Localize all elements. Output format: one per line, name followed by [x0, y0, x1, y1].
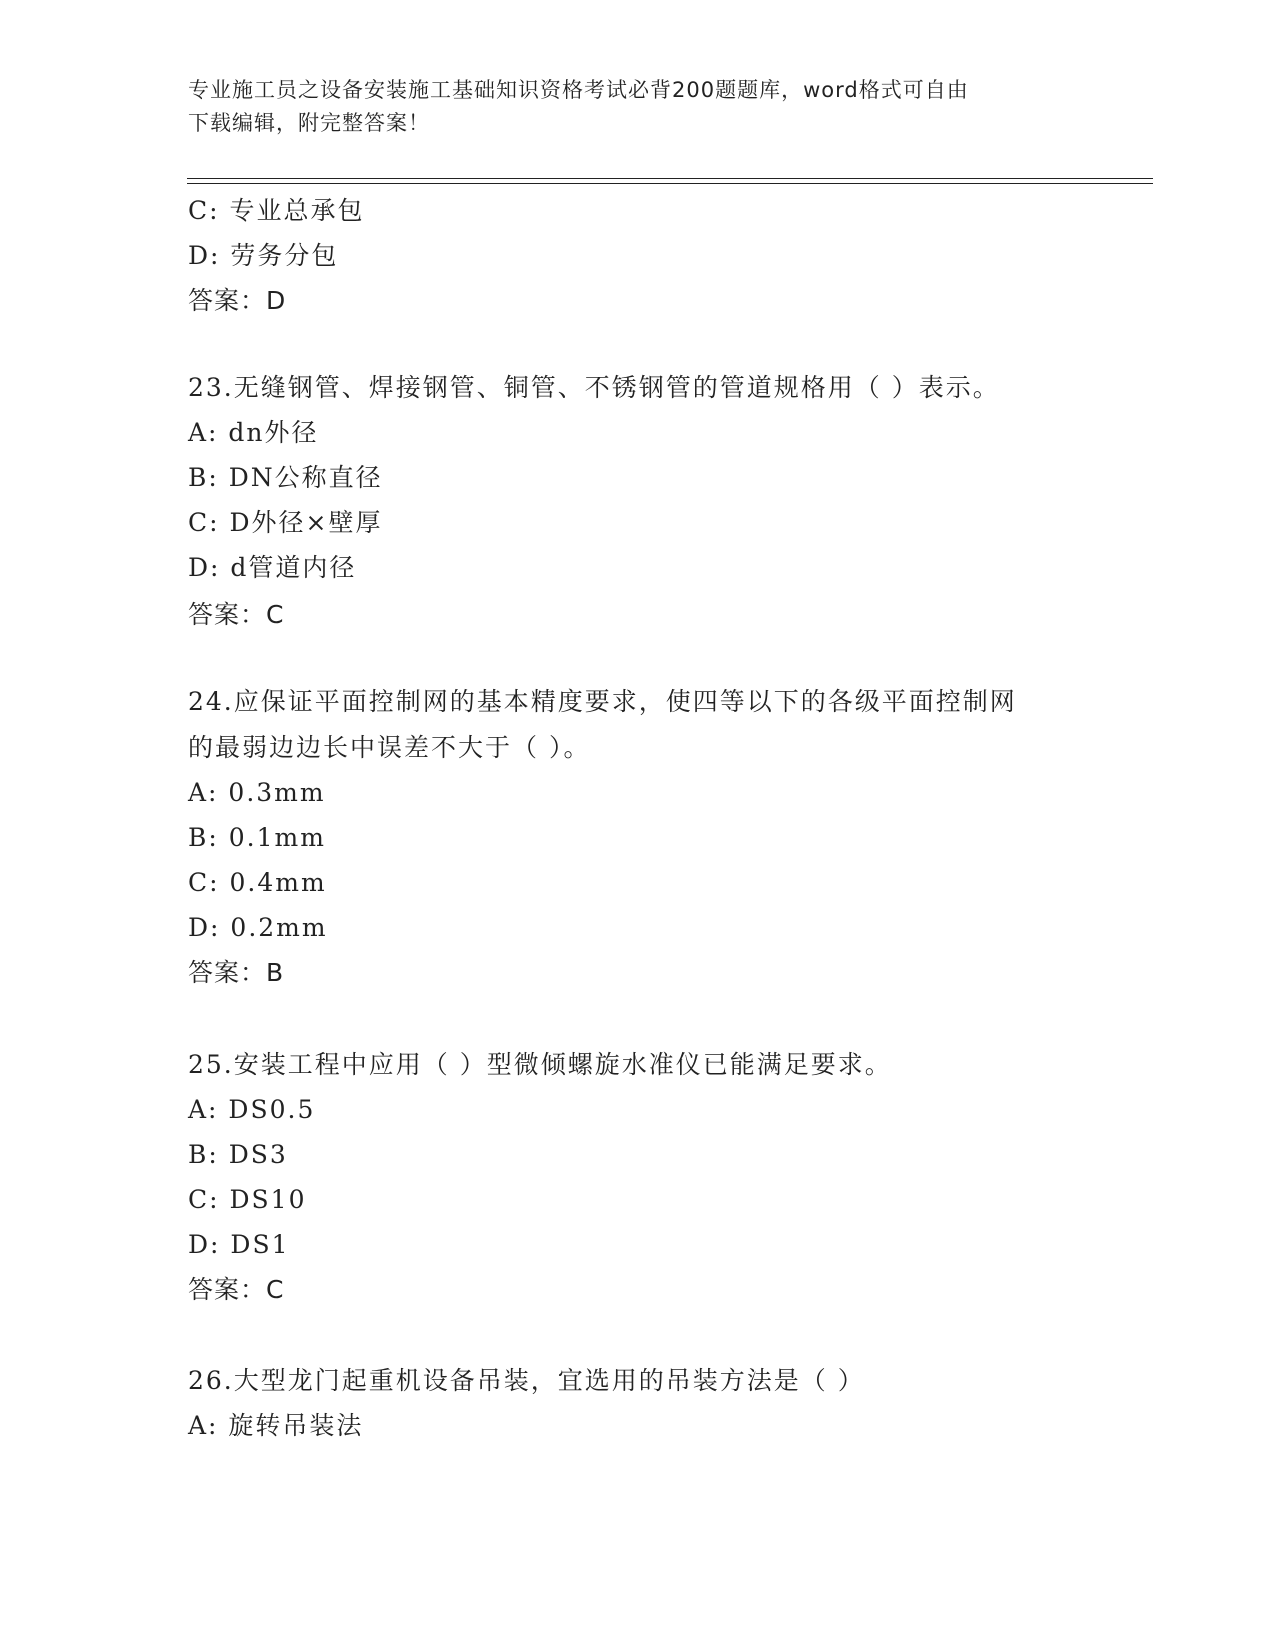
q23-option-d: D: d管道内径 [188, 553, 357, 582]
q24-stem-line-1: 24.应保证平面控制网的基本精度要求，使四等以下的各级平面控制网 [188, 687, 1017, 716]
q25-option-b: B: DS3 [188, 1140, 288, 1169]
q25-option-d: D: DS1 [188, 1230, 290, 1259]
q24-option-c: C: 0.4mm [188, 868, 327, 897]
header-divider-top [187, 178, 1153, 179]
q22-answer: 答案：D [188, 286, 287, 315]
header-divider-bottom [187, 183, 1153, 184]
q22-option-c: C: 专业总承包 [188, 196, 365, 225]
header-line-1: 专业施工员之设备安装施工基础知识资格考试必背200题题库，word格式可自由 [188, 78, 969, 102]
q26-option-a: A: 旋转吊装法 [188, 1411, 364, 1440]
q23-answer: 答案：C [188, 600, 285, 629]
q23-option-c: C: D外径×壁厚 [188, 508, 383, 537]
q25-option-a: A: DS0.5 [188, 1095, 316, 1124]
header-line-2: 下载编辑，附完整答案！ [188, 111, 430, 135]
q24-answer: 答案：B [188, 958, 285, 987]
q24-option-b: B: 0.1mm [188, 823, 326, 852]
q25-option-c: C: DS10 [188, 1185, 307, 1214]
q26-stem: 26.大型龙门起重机设备吊装，宜选用的吊装方法是（ ） [188, 1366, 865, 1395]
document-header [188, 74, 1068, 140]
q25-answer: 答案：C [188, 1275, 285, 1304]
q24-stem-line-2: 的最弱边边长中误差不大于（ ）。 [188, 733, 591, 762]
q24-option-a: A: 0.3mm [188, 778, 326, 807]
q23-option-b: B: DN公称直径 [188, 463, 383, 492]
q23-stem: 23.无缝钢管、焊接钢管、铜管、不锈钢管的管道规格用（ ）表示。 [188, 373, 1000, 402]
q23-option-a: A: dn外径 [188, 418, 319, 447]
q25-stem: 25.安装工程中应用（ ）型微倾螺旋水准仪已能满足要求。 [188, 1050, 892, 1079]
q22-option-d: D: 劳务分包 [188, 241, 339, 270]
q24-option-d: D: 0.2mm [188, 913, 328, 942]
